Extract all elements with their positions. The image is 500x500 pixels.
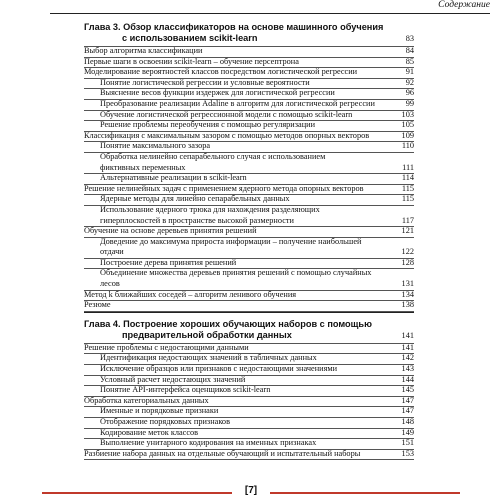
chapter-4-title-line1: Глава 4. Построение хороших обучающих наборов с помощью: [84, 318, 372, 329]
table-of-contents: [84, 15, 414, 460]
toc-entry[interactable]: Резюме 138: [84, 301, 414, 312]
toc-subentry[interactable]: Обработка нелинейно сепарабельного случая с использованием фиктивных переменных 111: [84, 153, 414, 174]
toc-subentry[interactable]: Отображение порядковых признаков 148: [84, 418, 414, 429]
toc-entry[interactable]: Обработка категориальных данных 147: [84, 397, 414, 408]
toc-entry[interactable]: Решение проблемы с недостающими данными 141: [84, 344, 414, 355]
toc-subentry[interactable]: Идентификация недостающих значений в табличных данных 142: [84, 354, 414, 365]
toc-subentry[interactable]: Понятие максимального зазора 110: [84, 142, 414, 153]
toc-subentry[interactable]: Понятие логистической регрессии и условные вероятности 92: [84, 79, 414, 90]
toc-subentry[interactable]: Построение дерева принятия решений 128: [84, 259, 414, 270]
chapter-4-heading: [84, 312, 414, 344]
footer-rule-left: [42, 492, 232, 494]
toc-subentry[interactable]: Объединение множества деревьев принятия решений с помощью случайных лесов 131: [84, 269, 414, 290]
running-head-text: Содержание: [438, 0, 490, 10]
toc-entry[interactable]: Первые шаги в освоении scikit-learn – обучение персептрона 85: [84, 58, 414, 69]
toc-subentry[interactable]: Выяснение весов функции издержек для логистической регрессии 96: [84, 89, 414, 100]
toc-entry[interactable]: Моделирование вероятностей классов посредством логистической регрессии 91: [84, 68, 414, 79]
toc-subentry[interactable]: Исключение образцов или признаков с недостающими значениями 143: [84, 365, 414, 376]
toc-subentry[interactable]: Альтернативные реализации в scikit-learn 114: [84, 174, 414, 185]
toc-subentry[interactable]: Обучение логистической регрессионной модели с помощью scikit-learn 103: [84, 111, 414, 122]
page-number: [7]: [244, 485, 258, 496]
chapter-3-page: 83: [405, 34, 414, 43]
toc-entry[interactable]: Метод k ближайших соседей – алгоритм ленивого обучения 134: [84, 291, 414, 302]
toc-subentry[interactable]: Кодирование меток классов 149: [84, 429, 414, 440]
footer-rule-right: [270, 492, 460, 494]
toc-subentry[interactable]: Доведение до максимума прироста информации – получение наибольшей отдачи 122: [84, 238, 414, 259]
toc-subentry[interactable]: Использование ядерного трюка для нахождения разделяющих гиперплоскостей в пространстве высокой размерности 117: [84, 206, 414, 227]
toc-subentry[interactable]: Решение проблемы переобучения с помощью регуляризации 105: [84, 121, 414, 132]
chapter-3-title-line2: с использованием scikit-learn: [122, 33, 258, 43]
toc-entry[interactable]: Обучение на основе деревьев принятия решений 121: [84, 227, 414, 238]
chapter-3-title-line1: Глава 3. Обзор классификаторов на основе машинного обучения: [84, 22, 384, 32]
toc-subentry[interactable]: Понятие API-интерфейса оценщиков scikit-learn 145: [84, 386, 414, 397]
toc-subentry[interactable]: Условный расчет недостающих значений 144: [84, 376, 414, 387]
toc-subentry[interactable]: Именные и порядковые признаки 147: [84, 407, 414, 418]
chapter-3-heading: [84, 15, 414, 47]
toc-subentry[interactable]: Преобразование реализации Adaline в алгоритм для логистической регрессии 99: [84, 100, 414, 111]
toc-entry[interactable]: Классификация с максимальным зазором с помощью методов опорных векторов 109: [84, 132, 414, 143]
chapter-4-page: 141: [401, 330, 414, 340]
toc-subentry[interactable]: Ядерные методы для линейно сепарабельных данных 115: [84, 195, 414, 206]
toc-entry[interactable]: Решение нелинейных задач с применением ядерного метода опорных векторов 115: [84, 185, 414, 196]
toc-subentry[interactable]: Выполнение унитарного кодирования на именных признаках 151: [84, 439, 414, 450]
page-footer: [0, 484, 500, 500]
chapter-4-title-line2: предварительной обработки данных: [122, 329, 292, 340]
toc-entry[interactable]: Выбор алгоритма классификации 84: [84, 47, 414, 58]
toc-entry[interactable]: Разбиение набора данных на отдельные обучающий и испытательный наборы 153: [84, 450, 414, 461]
running-head: [50, 0, 490, 14]
